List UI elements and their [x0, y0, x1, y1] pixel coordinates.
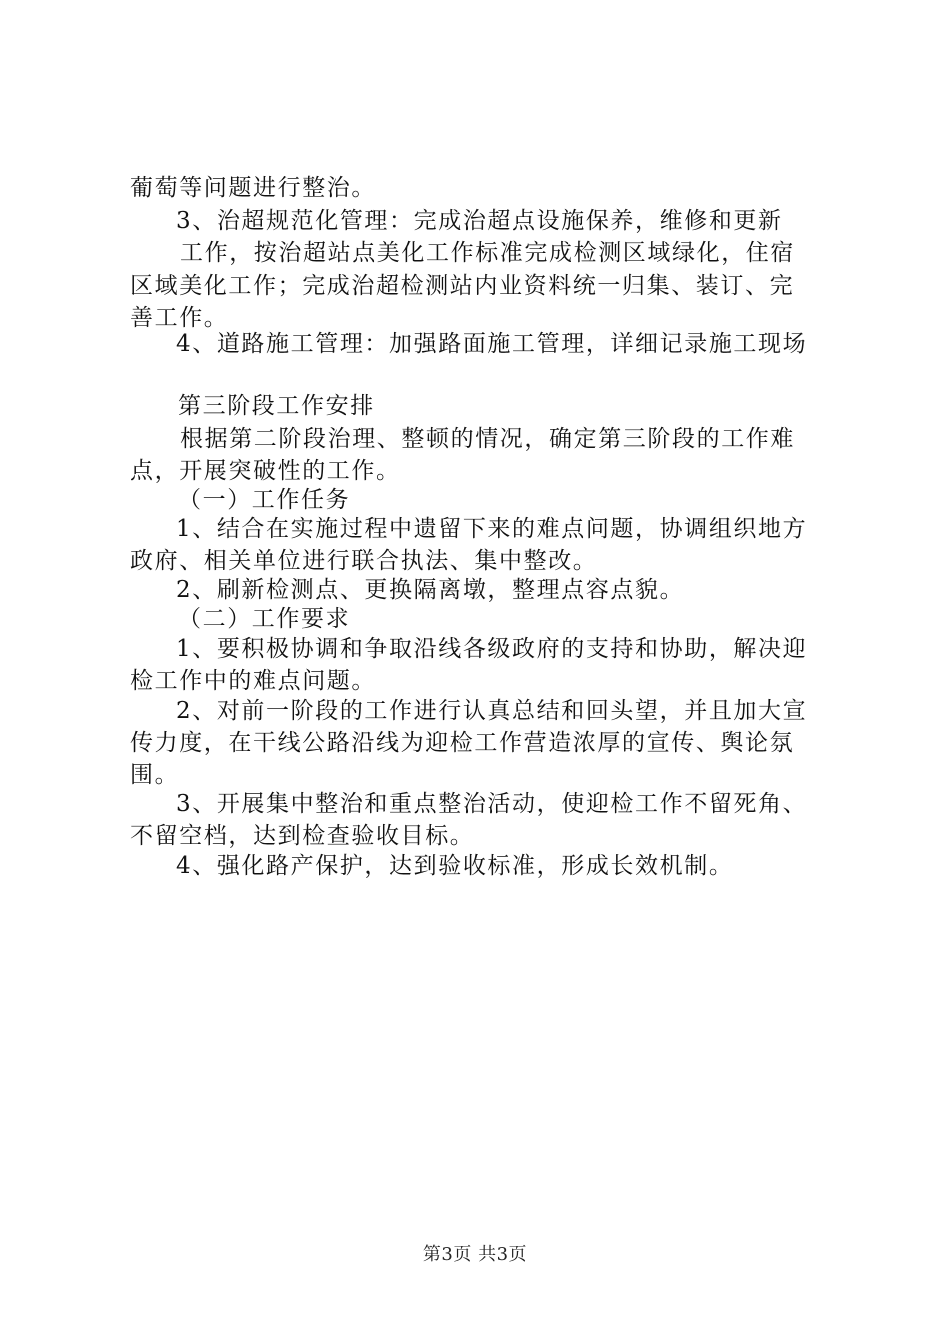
body-line: 工作，按治超站点美化工作标准完成检测区域绿化，住宿 [180, 240, 795, 266]
body-line: 葡萄等问题进行整治。 [130, 175, 376, 201]
body-line: 善工作。 [130, 305, 229, 331]
body-line: 点，开展突破性的工作。 [130, 458, 401, 484]
body-line: 政府、相关单位进行联合执法、集中整改。 [130, 548, 598, 574]
subsection-heading: （二）工作要求 [178, 606, 351, 632]
body-line: 2、对前一阶段的工作进行认真总结和回头望，并且加大宣 [176, 698, 808, 724]
body-line: 4、强化路产保护，达到验收标准，形成长效机制。 [176, 853, 734, 879]
body-line: 传力度，在干线公路沿线为迎检工作营造浓厚的宣传、舆论氛 [130, 730, 795, 756]
body-line: 4、道路施工管理：加强路面施工管理，详细记录施工现场 [176, 331, 808, 357]
body-line: 1、结合在实施过程中遗留下来的难点问题，协调组织地方 [176, 516, 808, 542]
section-heading: 第三阶段工作安排 [178, 393, 375, 419]
body-line: 检工作中的难点问题。 [130, 668, 376, 694]
body-line: 2、刷新检测点、更换隔离墩，整理点容点貌。 [176, 577, 685, 603]
body-line: 区域美化工作；完成治超检测站内业资料统一归集、装订、完 [130, 273, 795, 299]
body-line: 1、要积极协调和争取沿线各级政府的支持和协助，解决迎 [176, 636, 808, 662]
subsection-heading: （一）工作任务 [178, 487, 351, 513]
body-line: 不留空档，达到检查验收目标。 [130, 823, 475, 849]
page-number-footer: 第3页 共3页 [422, 1244, 528, 1265]
body-line: 围。 [130, 762, 180, 788]
body-line: 根据第二阶段治理、整顿的情况，确定第三阶段的工作难 [180, 426, 795, 452]
body-line: 3、治超规范化管理：完成治超点设施保养，维修和更新 [176, 208, 783, 234]
body-line: 3、开展集中整治和重点整治活动，使迎检工作不留死角、 [176, 791, 808, 817]
